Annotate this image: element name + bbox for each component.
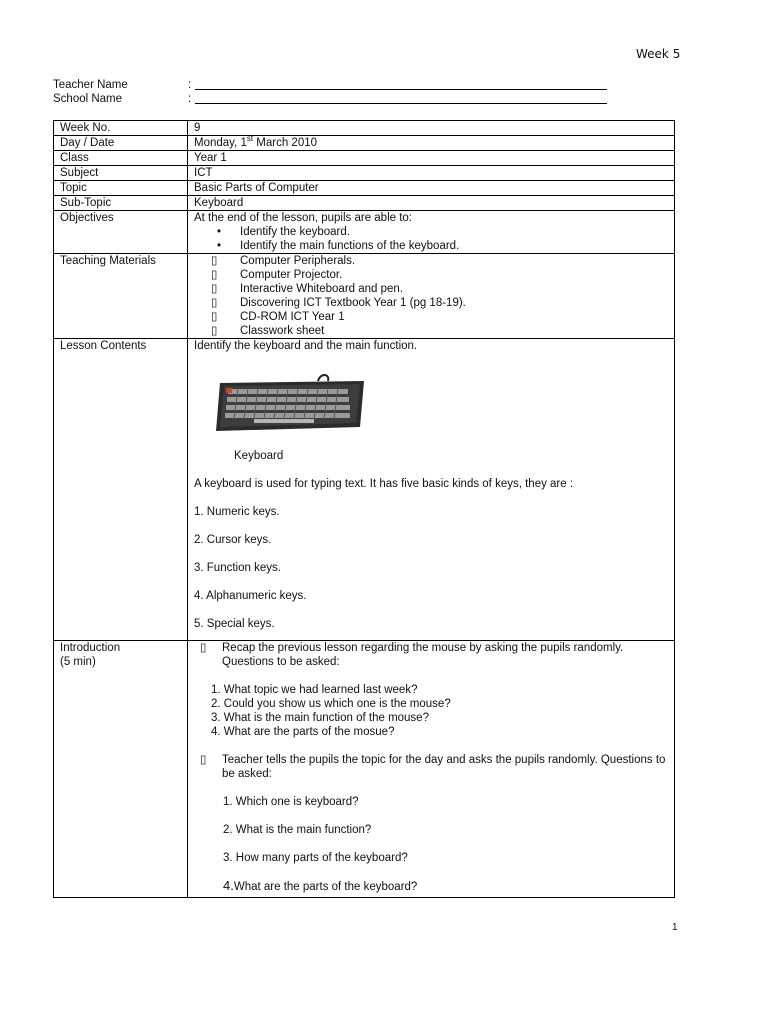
list-item: 3. Function keys. (194, 562, 281, 574)
list-item: 1. Which one is keyboard? (223, 796, 359, 808)
page-number: 1 (672, 922, 678, 933)
list-item (194, 753, 674, 781)
week-label: Week 5 (636, 47, 681, 61)
list-item (194, 282, 674, 296)
row-value: Keyboard (188, 196, 675, 211)
row-label: Teaching Materials (54, 254, 188, 339)
square-bullet-icon: ▯ (211, 297, 218, 309)
list-item (194, 296, 674, 310)
row-value (188, 136, 675, 151)
keyboard-image (214, 373, 366, 433)
list-item: 2. Cursor keys. (194, 534, 272, 546)
list-item (194, 225, 674, 239)
table-row (54, 121, 675, 136)
list-item (194, 239, 674, 253)
list-item: 2. What is the main function? (223, 824, 372, 836)
row-value (188, 339, 675, 641)
list-item-text: Recap the previous lesson regarding the mouse by asking the pupils randomly. Questions to be asked: (222, 642, 624, 668)
square-bullet-icon: ▯ (211, 311, 218, 323)
date-suffix: st (246, 134, 254, 144)
bullet-icon: • (217, 226, 222, 238)
teacher-name-colon: : (188, 79, 192, 91)
list-item-number: 4. (223, 878, 234, 893)
keyboard-caption: Keyboard (234, 450, 284, 462)
list-item: 4. Alphanumeric keys. (194, 590, 307, 602)
row-value: ICT (188, 166, 675, 181)
list-item: 3. What is the main function of the mouse? (211, 712, 429, 724)
row-label: Class (54, 151, 188, 166)
list-item: 3. How many parts of the keyboard? (223, 852, 408, 864)
list-item (194, 641, 674, 669)
row-label: Topic (54, 181, 188, 196)
row-value (188, 254, 675, 339)
bullet-icon: • (217, 240, 222, 252)
list-item (194, 324, 674, 338)
row-label: Subject (54, 166, 188, 181)
list-item (194, 310, 674, 324)
list-item: 5. Special keys. (194, 618, 275, 630)
lesson-intro: Identify the keyboard and the main function. (194, 340, 418, 352)
table-row (54, 641, 675, 898)
row-label: Sub-Topic (54, 196, 188, 211)
school-name-label: School Name (53, 93, 123, 105)
square-bullet-icon: ▯ (211, 269, 218, 281)
list-item-text: Computer Projector. (240, 269, 343, 281)
list-item-text: Teacher tells the pupils the topic for the day and asks the pupils randomly. Questions to be asked: (222, 754, 666, 780)
row-label (54, 641, 188, 898)
list-item (194, 254, 674, 268)
date-text: Monday, 1 (194, 137, 247, 149)
table-row (54, 196, 675, 211)
lesson-plan-table (53, 120, 675, 898)
keyboard-description: A keyboard is used for typing text. It has five basic kinds of keys, they are : (194, 478, 574, 490)
date-text-end: March 2010 (253, 137, 318, 149)
school-name-field (53, 92, 192, 106)
table-row (54, 254, 675, 339)
square-bullet-icon: ▯ (211, 283, 218, 295)
table-row (54, 211, 675, 254)
list-item-text: Computer Peripherals. (240, 255, 356, 267)
list-item-text: Classwork sheet (240, 325, 325, 337)
row-value (188, 211, 675, 254)
objectives-intro: At the end of the lesson, pupils are able to: (194, 212, 413, 224)
list-item-text: CD-ROM ICT Year 1 (240, 311, 345, 323)
list-item-text: What are the parts of the keyboard? (233, 881, 418, 893)
square-bullet-icon: ▯ (211, 255, 218, 267)
row-value: 9 (188, 121, 675, 136)
school-name-colon: : (188, 93, 192, 105)
list-item: 4. What are the parts of the mosue? (211, 726, 395, 738)
row-label: Day / Date (54, 136, 188, 151)
introduction-duration: (5 min) (60, 656, 96, 668)
table-row (54, 339, 675, 641)
list-item-text: Interactive Whiteboard and pen. (240, 283, 404, 295)
question-list (194, 683, 674, 739)
row-value: Year 1 (188, 151, 675, 166)
list-item (194, 268, 674, 282)
teacher-name-field (53, 78, 192, 92)
list-item: 1. What topic we had learned last week? (211, 684, 418, 696)
list-item-text: Identify the keyboard. (240, 226, 350, 238)
square-bullet-icon: ▯ (211, 325, 218, 337)
list-item-text: Discovering ICT Textbook Year 1 (pg 18-19). (240, 297, 466, 309)
table-row (54, 151, 675, 166)
row-label: Lesson Contents (54, 339, 188, 641)
table-row (54, 166, 675, 181)
question-list (194, 795, 674, 894)
school-name-line (195, 103, 607, 104)
table-row (54, 181, 675, 196)
row-value (188, 641, 675, 898)
square-bullet-icon: ▯ (200, 642, 207, 654)
table-row (54, 136, 675, 151)
introduction-label: Introduction (60, 642, 121, 654)
list-item (223, 879, 674, 894)
teacher-name-label: Teacher Name (53, 79, 128, 91)
list-item: 2. Could you show us which one is the mouse? (211, 698, 451, 710)
list-item-text: Identify the main functions of the keyboard. (240, 240, 460, 252)
list-item: 1. Numeric keys. (194, 506, 280, 518)
square-bullet-icon: ▯ (200, 754, 207, 766)
row-label: Objectives (54, 211, 188, 254)
row-value: Basic Parts of Computer (188, 181, 675, 196)
row-label: Week No. (54, 121, 188, 136)
teacher-name-line (195, 89, 607, 90)
